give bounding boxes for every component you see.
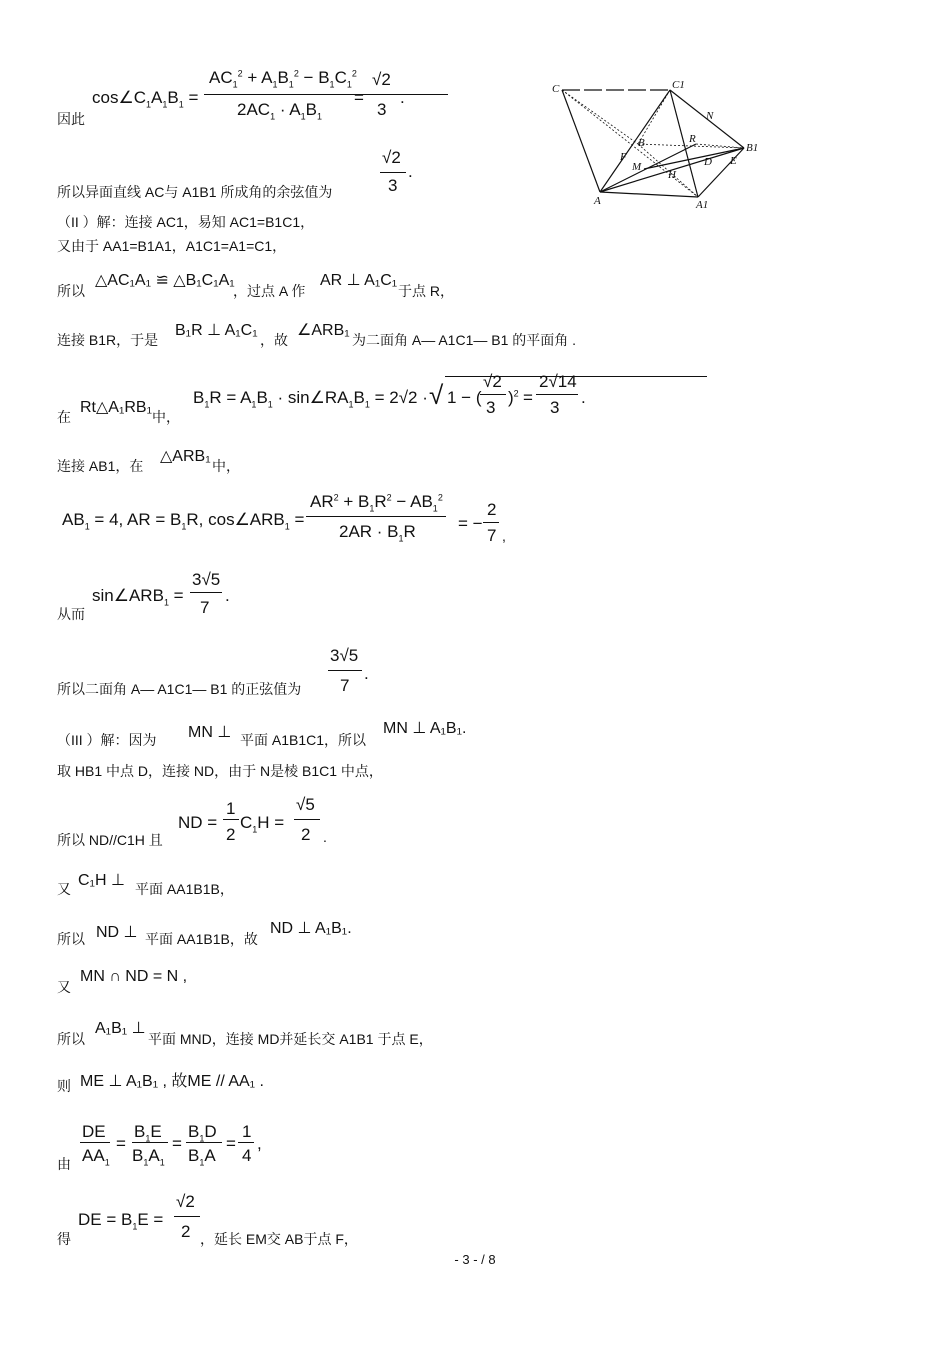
angle-arb1: ∠ARB₁ [297, 322, 350, 339]
figure-label: A1 [696, 199, 709, 211]
text-line-7c: 为二面角 A— A1C1— B1 的平面角 . [352, 332, 577, 348]
text-line-22b: ，延长 EM交 AB于点 F， [200, 1231, 358, 1247]
me-parallel: ME ⊥ A₁B₁ , 故ME // AA₁ . [80, 1073, 264, 1090]
page-number: - 3 - / 8 [454, 1252, 496, 1267]
text-line-6b: ，过点 A 作 [233, 283, 306, 299]
text-yinci: 因此 [57, 111, 85, 127]
text-line-6c: 于点 R， [398, 283, 454, 299]
text-line-13b: 平面 A1B1C1，所以 [240, 732, 367, 748]
text-line-17b: 平面 AA1B1B，故 [145, 931, 258, 947]
mn-perp-a1b1: MN ⊥ A₁B₁. [383, 720, 467, 737]
text-line-13a: （III ）解：因为 [57, 732, 157, 748]
triangle-arb1: △ARB₁ [160, 448, 211, 465]
figure-label: B1 [746, 142, 759, 154]
text-line-18a: 又 [57, 979, 71, 995]
figure-label: F [620, 151, 627, 163]
ar-perp-eq: AR ⊥ A₁C₁ [320, 272, 398, 289]
mn-perp: MN ⊥ [188, 724, 232, 741]
text-line-16b: 平面 AA1B1B， [135, 881, 234, 897]
text-line-19b: 平面 MND，连接 MD并延长交 A1B1 于点 E， [148, 1031, 433, 1047]
text-line-6a: 所以 [57, 283, 85, 299]
figure-label: R [689, 133, 696, 145]
text-line-9a: 连接 AB1，在 [57, 458, 144, 474]
figure-label: H [668, 169, 676, 181]
figure-label: N [706, 110, 714, 122]
nd-perp: ND ⊥ [96, 924, 138, 941]
rt-triangle: Rt△A₁RB₁ [80, 399, 152, 416]
text-line-8b: 中， [152, 409, 180, 425]
text-line-19a: 所以 [57, 1031, 85, 1047]
geometry-figure [548, 72, 793, 212]
text-line-4: （II ）解：连接 AC1，易知 AC1=B1C1， [57, 214, 315, 230]
text-line-3: 所以异面直线 AC与 A1B1 所成角的余弦值为 [57, 184, 333, 200]
text-line-16a: 又 [57, 881, 71, 897]
text-line-9b: 中， [212, 458, 240, 474]
figure-label: E [730, 155, 737, 167]
b1r-perp-eq: B₁R ⊥ A₁C₁ [175, 322, 258, 339]
text-line-20a: 则 [57, 1078, 71, 1094]
text-congershi: 从而 [57, 606, 85, 622]
figure-label: M [632, 161, 642, 173]
text-line-7b: ，故 [260, 332, 288, 348]
text-line-7a: 连接 B1R，于是 [57, 332, 159, 348]
text-line-17a: 所以 [57, 931, 85, 947]
text-line-14: 取 HB1 中点 D，连接 ND，由于 N是棱 B1C1 中点， [57, 763, 383, 779]
text-line-8a: 在 [57, 409, 71, 425]
a1b1-perp: A₁B₁ ⊥ [95, 1020, 146, 1037]
figure-label: A [594, 195, 601, 207]
text-line-22a: 得 [57, 1231, 71, 1247]
figure-label: C [552, 83, 560, 95]
figure-label: B [638, 137, 645, 149]
figure-label: C1 [672, 79, 685, 91]
mn-cap-nd: MN ∩ ND = N , [80, 968, 188, 985]
text-line-15a: 所以 ND//C1H 且 [57, 832, 163, 848]
nd-perp-a1b1: ND ⊥ A₁B₁. [270, 920, 352, 937]
c1h-perp: C₁H ⊥ [78, 872, 125, 889]
congruence-eq: △AC₁A₁ ≌ △B₁C₁A₁ [95, 272, 235, 289]
text-line-5: 又由于 AA1=B1A1，A1C1=A1=C1， [57, 238, 287, 254]
text-line-21a: 由 [57, 1156, 71, 1172]
figure-label: D [704, 156, 712, 168]
text-line-12: 所以二面角 A— A1C1— B1 的正弦值为 [57, 681, 302, 697]
